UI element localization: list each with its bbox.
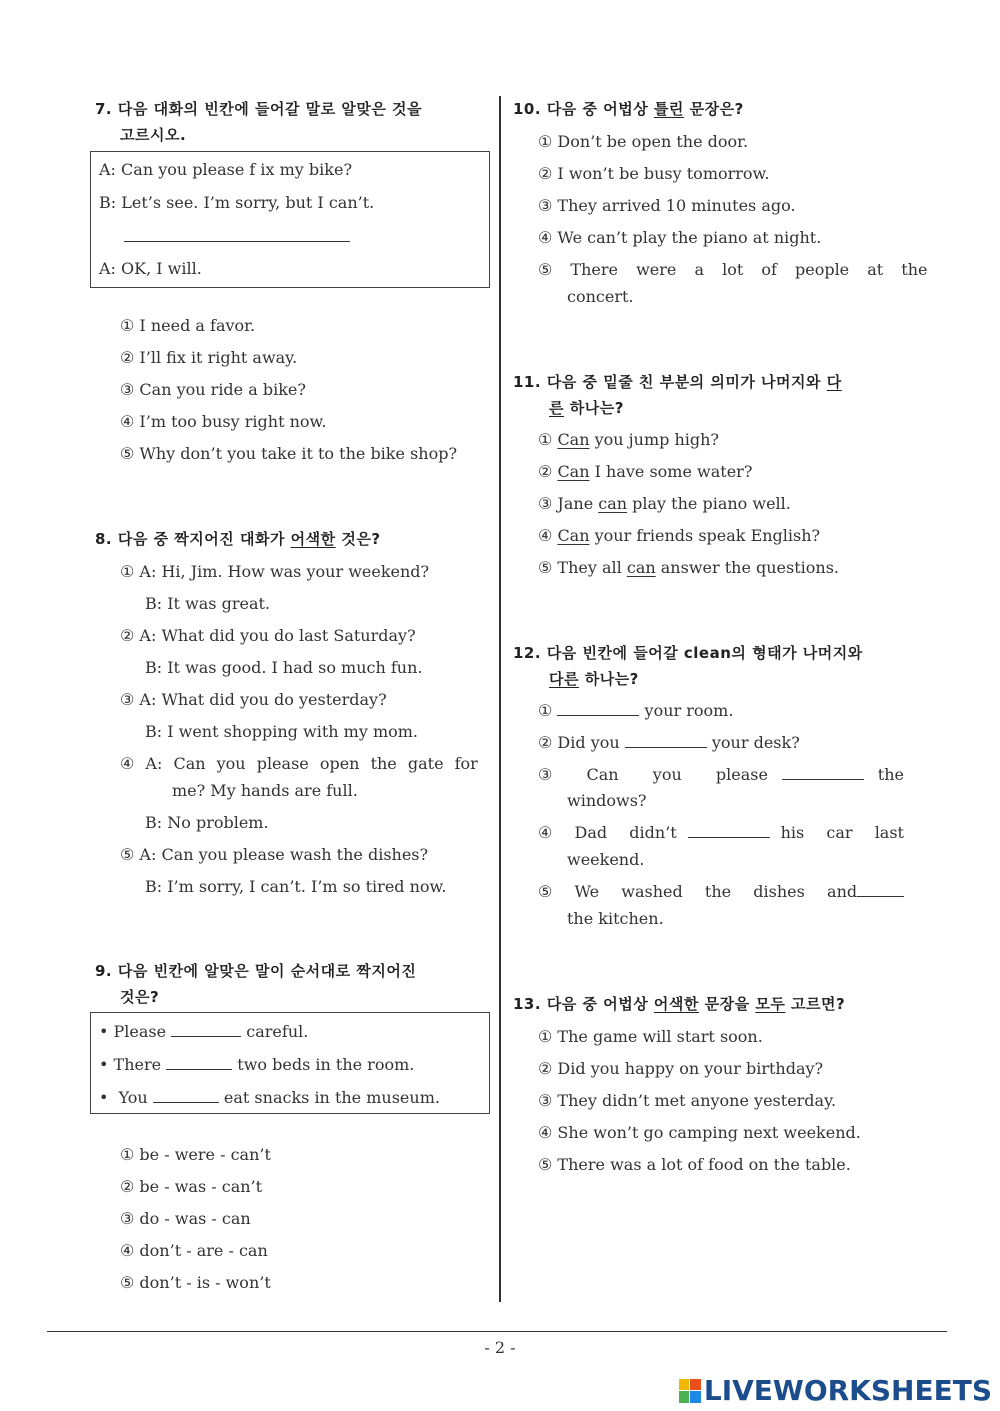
q7-dialogue-b: B: Let’s see. I’m sorry, but I can’t.: [99, 193, 375, 212]
q7-header: 7. 다음 대화의 빈칸에 들어갈 말로 알맞은 것을 고르시오.: [95, 100, 423, 144]
q9-header: 9. 다음 빈칸에 알맞은 말이 순서대로 짝지어진 것은?: [95, 962, 417, 1006]
q9-blank-1: [171, 1022, 241, 1037]
q12-option-4[interactable]: ④ Dad didn’t his car last: [538, 823, 904, 842]
q11-option-1[interactable]: ① Can you jump high?: [538, 430, 719, 449]
q12-option-5-cont: the kitchen.: [567, 909, 664, 928]
q7-option-1[interactable]: ① I need a favor.: [120, 316, 256, 335]
q9-sentence-1: • Please careful.: [99, 1022, 309, 1041]
q10-option-5[interactable]: ⑤ There were a lot of people at the: [538, 260, 928, 279]
q12-blank-4: [688, 823, 770, 838]
q9-sentence-2: • There two beds in the room.: [99, 1055, 415, 1074]
q9-option-2[interactable]: ② be - was - can’t: [120, 1177, 263, 1196]
q7-option-5[interactable]: ⑤ Why don’t you take it to the bike shop?: [120, 444, 458, 463]
q12-option-3[interactable]: ③ Can you please the: [538, 765, 904, 784]
q7-dialogue-a2: A: OK, I will.: [99, 259, 202, 278]
q12-blank-1: [557, 701, 639, 716]
q10-option-2[interactable]: ② I won’t be busy tomorrow.: [538, 164, 770, 183]
q7-answer-blank: [124, 241, 350, 242]
q12-option-4-cont: weekend.: [567, 850, 645, 869]
q7-dialogue-a1: A: Can you please f ix my bike?: [99, 160, 353, 179]
q8-option-3-b: B: I went shopping with my mom.: [145, 722, 418, 741]
q11-option-5[interactable]: ⑤ They all can answer the questions.: [538, 558, 840, 577]
q13-option-2[interactable]: ② Did you happy on your birthday?: [538, 1059, 824, 1078]
q8-header: 8. 다음 중 짝지어진 대화가 어색한 것은?: [95, 530, 381, 548]
q13-option-1[interactable]: ① The game will start soon.: [538, 1027, 763, 1046]
q9-option-5[interactable]: ⑤ don’t - is - won’t: [120, 1273, 271, 1292]
q8-option-2[interactable]: ② A: What did you do last Saturday?: [120, 626, 416, 645]
q9-option-4[interactable]: ④ don’t - are - can: [120, 1241, 268, 1260]
footer-divider: [47, 1331, 947, 1332]
q10-option-4[interactable]: ④ We can’t play the piano at night.: [538, 228, 822, 247]
q12-blank-5: [857, 882, 904, 897]
q9-option-3[interactable]: ③ do - was - can: [120, 1209, 251, 1228]
q8-option-2-b: B: It was good. I had so much fun.: [145, 658, 423, 677]
q7-text: 다음 대화의 빈칸에 들어갈 말로 알맞은 것을: [117, 100, 423, 118]
q7-text2: 고르시오.: [120, 126, 187, 144]
q9-text2: 것은?: [120, 988, 160, 1006]
q7-dialogue-box: [90, 151, 490, 288]
liveworksheets-logo[interactable]: [679, 1374, 992, 1407]
q13-header: 13. 다음 중 어법상 어색한 문장을 모두 고르면?: [513, 995, 846, 1013]
q8-option-4[interactable]: ④ A: Can you please open the gate for: [120, 754, 478, 773]
q12-blank-2: [625, 733, 707, 748]
q9-text: 다음 빈칸에 알맞은 말이 순서대로 짝지어진: [117, 962, 417, 980]
q7-option-3[interactable]: ③ Can you ride a bike?: [120, 380, 306, 399]
q10-option-5-cont: concert.: [567, 287, 634, 306]
q13-option-4[interactable]: ④ She won’t go camping next weekend.: [538, 1123, 861, 1142]
q12-blank-3: [782, 765, 864, 780]
q8-option-4-cont: me? My hands are full.: [172, 781, 358, 800]
q10-header: 10. 다음 중 어법상 틀린 문장은?: [513, 100, 744, 118]
q11-option-2[interactable]: ② Can I have some water?: [538, 462, 753, 481]
q9-option-1[interactable]: ① be - were - can’t: [120, 1145, 271, 1164]
q10-option-3[interactable]: ③ They arrived 10 minutes ago.: [538, 196, 796, 215]
q12-option-5[interactable]: ⑤ We washed the dishes and: [538, 882, 904, 902]
q8-option-3[interactable]: ③ A: What did you do yesterday?: [120, 690, 387, 709]
q10-option-1[interactable]: ① Don’t be open the door.: [538, 132, 749, 151]
q7-option-4[interactable]: ④ I’m too busy right now.: [120, 412, 327, 431]
q9-blank-3: [153, 1088, 219, 1103]
q13-option-5[interactable]: ⑤ There was a lot of food on the table.: [538, 1155, 851, 1174]
q9-sentence-3: • You eat snacks in the museum.: [99, 1088, 440, 1107]
q12-header: 12. 다음 빈칸에 들어갈 clean의 형태가 나머지와 다른 하나는?: [513, 644, 863, 688]
q8-option-1-b: B: It was great.: [145, 594, 271, 613]
q9-sentence-box: [90, 1012, 490, 1114]
q13-option-3[interactable]: ③ They didn’t met anyone yesterday.: [538, 1091, 837, 1110]
q12-option-2[interactable]: ② Did you your desk?: [538, 733, 800, 752]
column-divider: [499, 96, 501, 1302]
page-number: - 2 -: [484, 1338, 516, 1357]
q7-option-2[interactable]: ② I’ll fix it right away.: [120, 348, 298, 367]
q11-option-3[interactable]: ③ Jane can play the piano well.: [538, 494, 791, 513]
q12-option-3-cont: windows?: [567, 791, 647, 810]
q9-blank-2: [166, 1055, 232, 1070]
q11-header: 11. 다음 중 밑줄 친 부분의 의미가 나머지와 다 른 하나는?: [513, 373, 842, 417]
liveworksheets-icon: [679, 1379, 701, 1403]
q8-option-5-b: B: I’m sorry, I can’t. I’m so tired now.: [145, 877, 447, 896]
q8-option-1[interactable]: ① A: Hi, Jim. How was your weekend?: [120, 562, 430, 581]
q12-option-1[interactable]: ① your room.: [538, 701, 734, 720]
logo-text: LIVEWORKSHEETS: [703, 1374, 992, 1407]
q8-option-4-b: B: No problem.: [145, 813, 269, 832]
q8-option-5[interactable]: ⑤ A: Can you please wash the dishes?: [120, 845, 429, 864]
q11-option-4[interactable]: ④ Can your friends speak English?: [538, 526, 821, 545]
